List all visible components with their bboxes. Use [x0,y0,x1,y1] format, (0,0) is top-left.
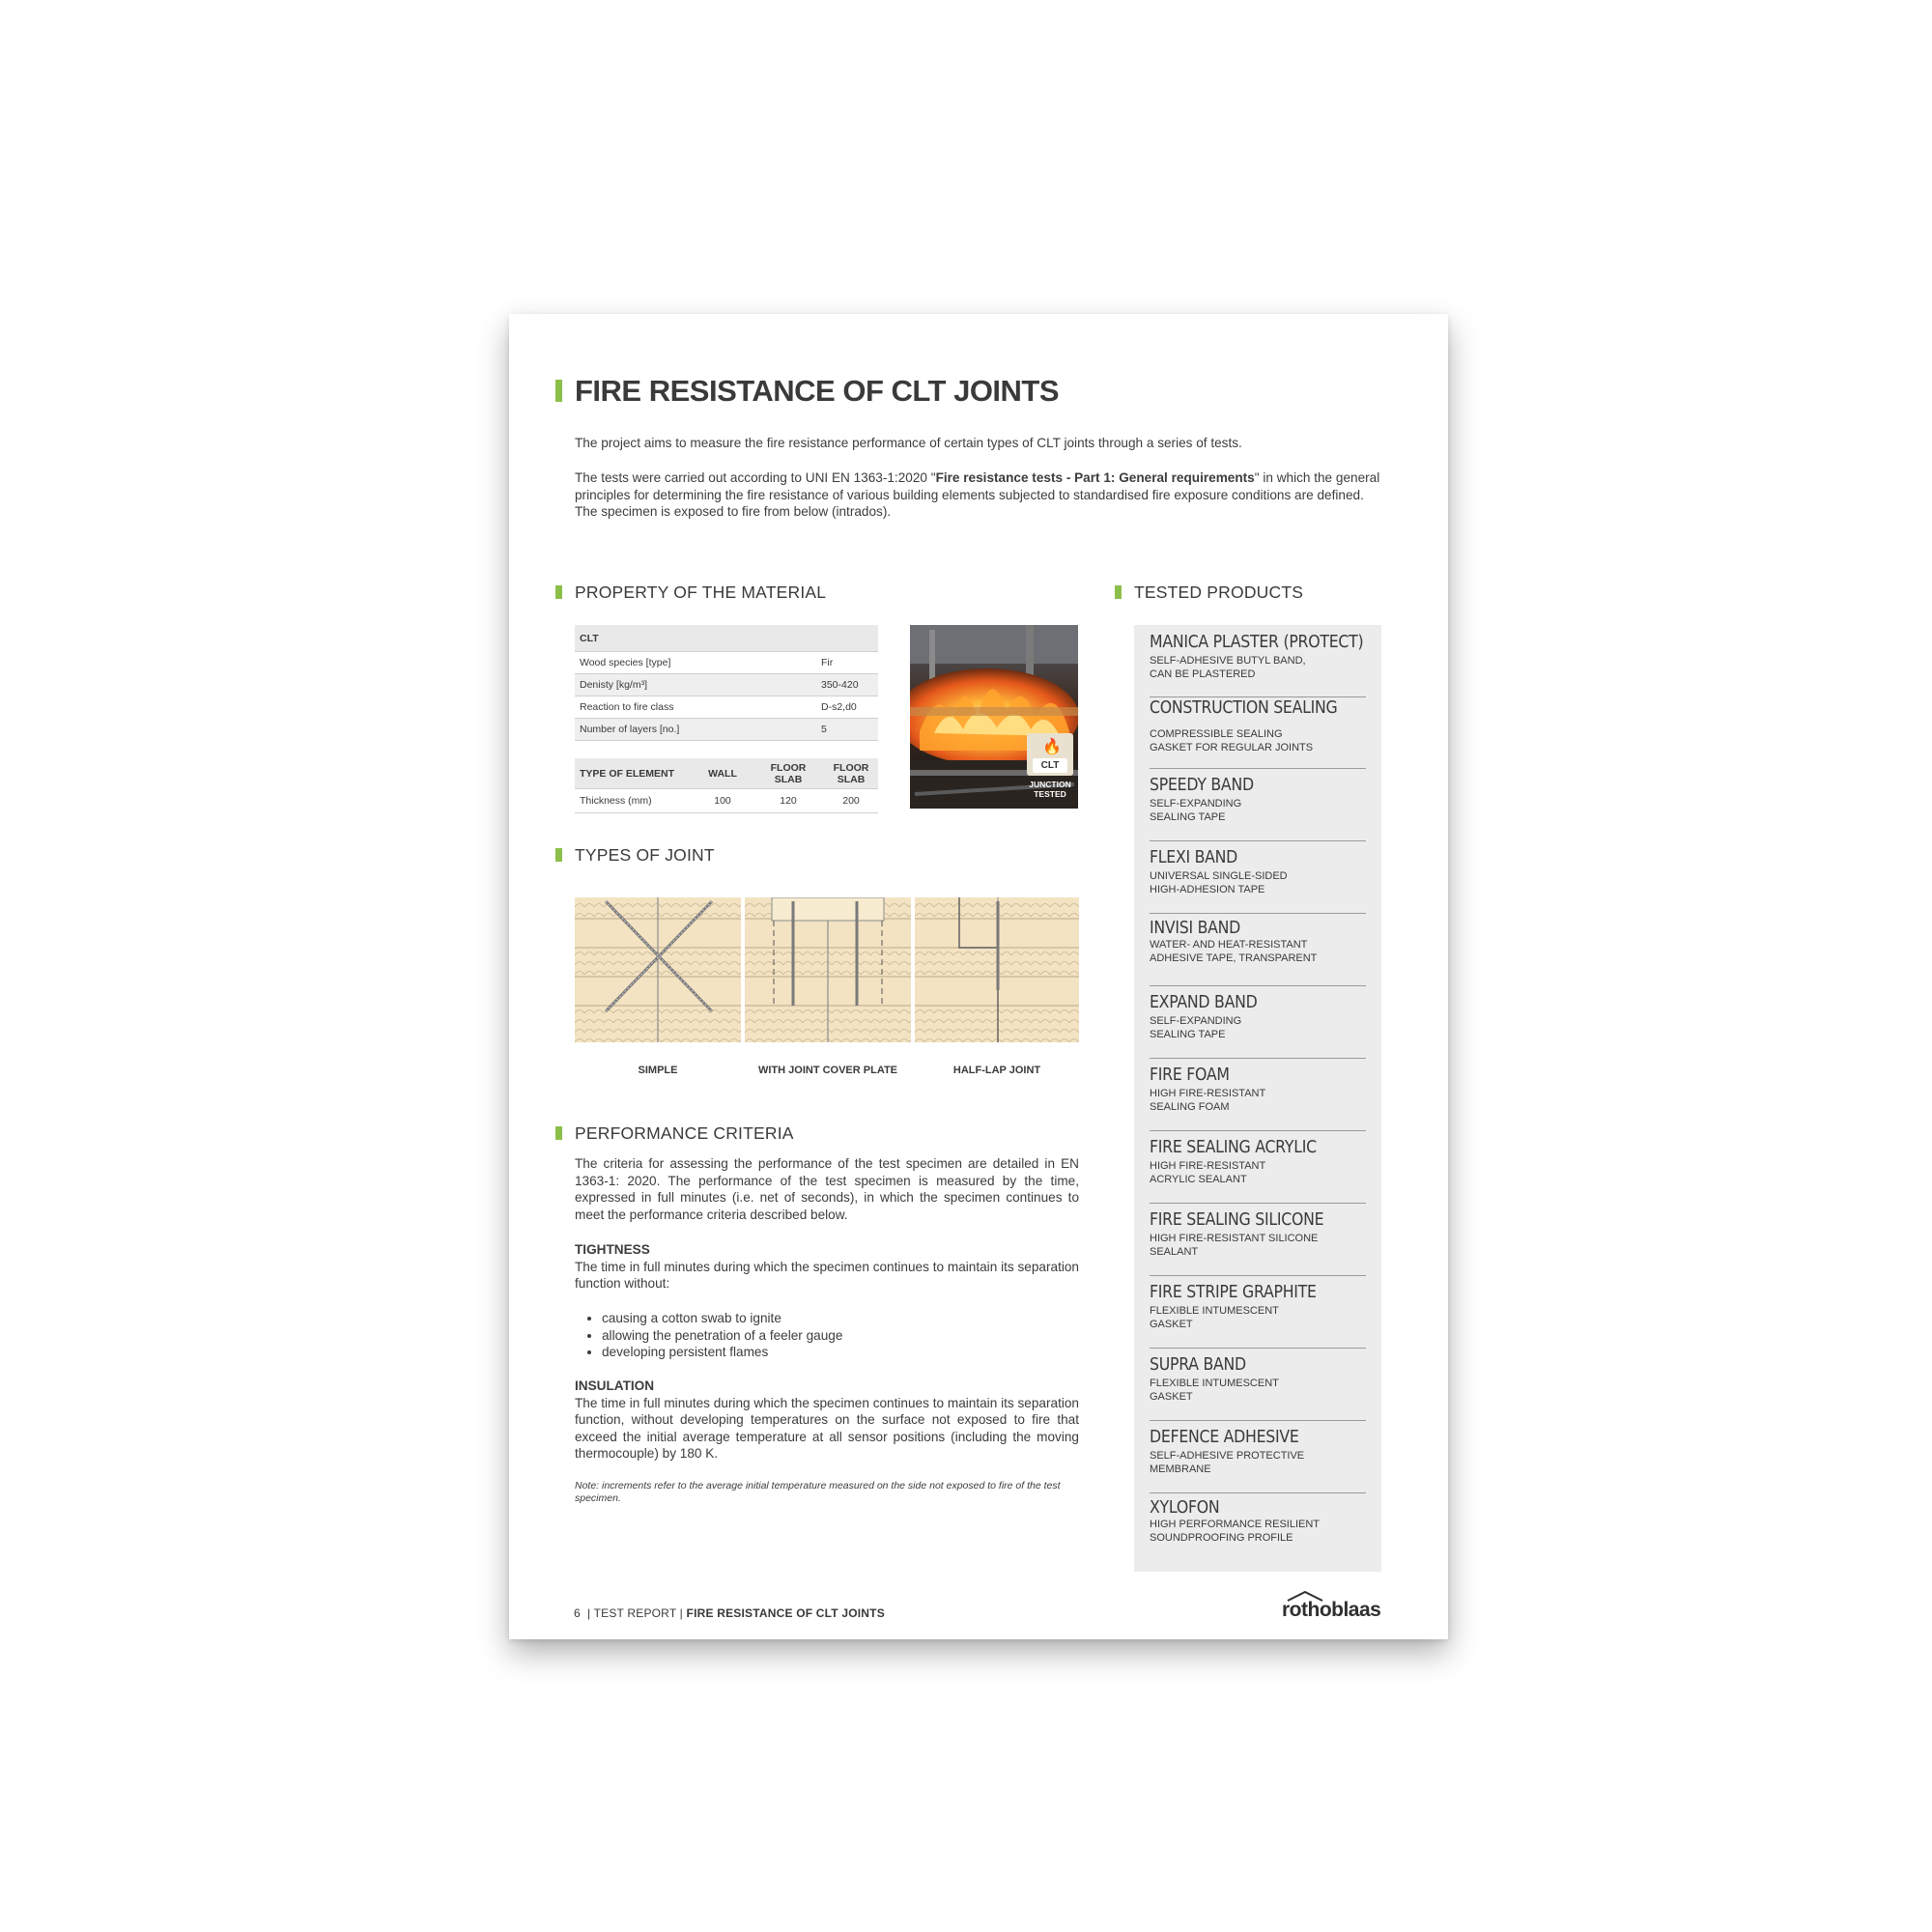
flame-icon: 🔥 [1042,739,1062,755]
cover-plate-joint-diagram [745,897,911,1042]
product-name: XYLOFON [1150,1498,1220,1518]
tightness-text: The time in full minutes during which the specimen continues to maintain its separation function without: [575,1259,1079,1291]
criteria-heading: PERFORMANCE CRITERIA [575,1123,794,1143]
product-item [1150,1498,1366,1563]
product-desc: HIGH FIRE-RESISTANT SILICONE SEALANT [1150,1233,1319,1258]
col-type-of-element: TYPE OF ELEMENT [575,758,693,789]
product-item [1150,1355,1366,1421]
page-title: FIRE RESISTANCE OF CLT JOINTS [575,374,1060,408]
property-accent-bar [555,585,562,599]
table-row-label: Denisty [kg/m³] [575,674,816,696]
product-item [1150,776,1366,841]
fire-test-photo [910,625,1078,809]
joints-heading: TYPES OF JOINT [575,845,715,865]
product-desc: COMPRESSIBLE SEALING GASKET FOR REGULAR JOINTS [1150,728,1314,753]
insulation-title: INSULATION [575,1378,655,1393]
product-item [1150,1283,1366,1349]
thickness-floor-2: 200 [824,789,878,813]
table-row-value: Fir [816,652,878,674]
product-name: CONSTRUCTION SEALING [1150,698,1338,718]
footer-doc-title: FIRE RESISTANCE OF CLT JOINTS [686,1606,885,1620]
badge-clt-label: CLT [1033,758,1067,773]
product-desc: FLEXIBLE INTUMESCENT GASKET [1150,1305,1279,1330]
product-name: FIRE STRIPE GRAPHITE [1150,1283,1317,1302]
products-heading: TESTED PRODUCTS [1134,582,1304,602]
table-row-value: 350-420 [816,674,878,696]
product-desc: SELF-ADHESIVE PROTECTIVE MEMBRANE [1150,1450,1305,1475]
col-wall: WALL [693,758,753,789]
col-floor-slab-1: FLOOR SLAB [753,758,824,789]
product-name: SUPRA BAND [1150,1355,1246,1375]
roof-logo-icon [1286,1590,1324,1602]
product-item [1150,919,1366,986]
table-row-value: 5 [816,719,878,741]
col-floor-slab-2: FLOOR SLAB [824,758,878,789]
insulation-section [575,1378,1079,1463]
joint-caption-cover-plate: WITH JOINT COVER PLATE [757,1065,898,1076]
product-desc: FLEXIBLE INTUMESCENT GASKET [1150,1378,1279,1403]
product-desc: HIGH FIRE-RESISTANT SEALING FOAM [1150,1088,1266,1113]
product-name: FIRE FOAM [1150,1065,1230,1085]
product-name: SPEEDY BAND [1150,776,1254,795]
products-accent-bar [1115,585,1122,599]
tested-products-panel [1134,625,1381,1572]
product-desc: HIGH PERFORMANCE RESILIENT SOUNDPROOFING PROFILE [1150,1519,1321,1544]
product-item [1150,698,1366,769]
thickness-wall: 100 [693,789,753,813]
joint-diagrams [575,897,1079,1042]
product-item [1150,633,1366,697]
criteria-note: Note: increments refer to the average initial temperature measured on the side not exposed to fire of the test specimen. [575,1480,1061,1504]
page-number: 6 [574,1606,581,1620]
product-name: EXPAND BAND [1150,993,1258,1012]
product-item [1150,1138,1366,1204]
footer-section: | TEST REPORT | [586,1606,683,1620]
product-desc: UNIVERSAL SINGLE-SIDED HIGH-ADHESION TAPE [1150,870,1288,895]
intro-paragraph-1: The project aims to measure the fire resistance performance of certain types of CLT joints through a series of tests. [575,436,1242,450]
product-desc: SELF-EXPANDING SEALING TAPE [1150,798,1242,823]
product-item [1150,848,1366,914]
clt-badge [1027,733,1073,776]
element-table [575,758,878,813]
product-name: INVISI BAND [1150,919,1241,938]
insulation-text: The time in full minutes during which the specimen continues to maintain its separation function, without developing temperatures on the surface not exposed to fire that exceed the initial average temperature at all sensor positions (including the moving thermocouple) by 180 K. [575,1395,1079,1461]
table-row-label: Number of layers [no.] [575,719,816,741]
table-row-value: D-s2,d0 [816,696,878,719]
list-item: • allowing the penetration of a feeler gauge [602,1327,1079,1345]
product-item [1150,993,1366,1059]
thickness-floor-1: 120 [753,789,824,813]
material-table [575,625,878,741]
list-item: • causing a cotton swab to ignite [602,1310,1079,1327]
criteria-intro: The criteria for assessing the performance of the test specimen are detailed in EN 1363-1: 2020. The performance of the test specimen is measured by the time, expressed in full minutes (i.e. net of seconds), in which the specimen continues to meet the performance criteria described below. [575,1156,1079,1222]
list-item: • developing persistent flames [602,1344,1079,1361]
badge-junction-tested: JUNCTION TESTED [1029,780,1071,799]
joints-accent-bar [555,848,562,862]
table-row-label: Reaction to fire class [575,696,816,719]
document-page [509,314,1448,1639]
material-table-header: CLT [575,625,878,652]
tightness-title: TIGHTNESS [575,1242,650,1257]
intro-paragraph-2: The tests were carried out according to UNI EN 1363-1:2020 "Fire resistance tests - Part 1: General requirements" in which the general principles for determining the fire resistance of various building elements subjected to standardised fire exposure conditions are defined. The specimen is exposed to fire from below (intrados). [575,470,1380,519]
title-accent-bar [555,380,562,402]
thickness-label: Thickness (mm) [575,789,693,813]
product-name: MANICA PLASTER (PROTECT) [1150,633,1364,652]
table-row-label: Wood species [type] [575,652,816,674]
joint-caption-half-lap: HALF-LAP JOINT [952,1065,1041,1076]
simple-joint-diagram [575,897,741,1042]
product-item [1150,1065,1366,1131]
tightness-bullets [575,1310,1079,1361]
brand-logo: rothoblaas [1282,1599,1380,1622]
product-name: DEFENCE ADHESIVE [1150,1428,1299,1447]
product-item [1150,1210,1366,1276]
product-name: FIRE SEALING ACRYLIC [1150,1138,1317,1157]
joint-caption-simple: SIMPLE [638,1065,678,1076]
half-lap-joint-diagram [915,897,1079,1042]
product-desc: WATER- AND HEAT-RESISTANT ADHESIVE TAPE, TRANSPARENT [1150,939,1318,964]
tightness-section [575,1241,1079,1293]
property-heading: PROPERTY OF THE MATERIAL [575,582,827,602]
product-desc: SELF-ADHESIVE BUTYL BAND, CAN BE PLASTERED [1150,655,1306,680]
product-name: FLEXI BAND [1150,848,1238,867]
criteria-accent-bar [555,1126,562,1140]
product-item [1150,1428,1366,1493]
product-desc: SELF-EXPANDING SEALING TAPE [1150,1015,1242,1040]
product-name: FIRE SEALING SILICONE [1150,1210,1324,1230]
page-footer [574,1606,885,1620]
product-desc: HIGH FIRE-RESISTANT ACRYLIC SEALANT [1150,1160,1266,1185]
